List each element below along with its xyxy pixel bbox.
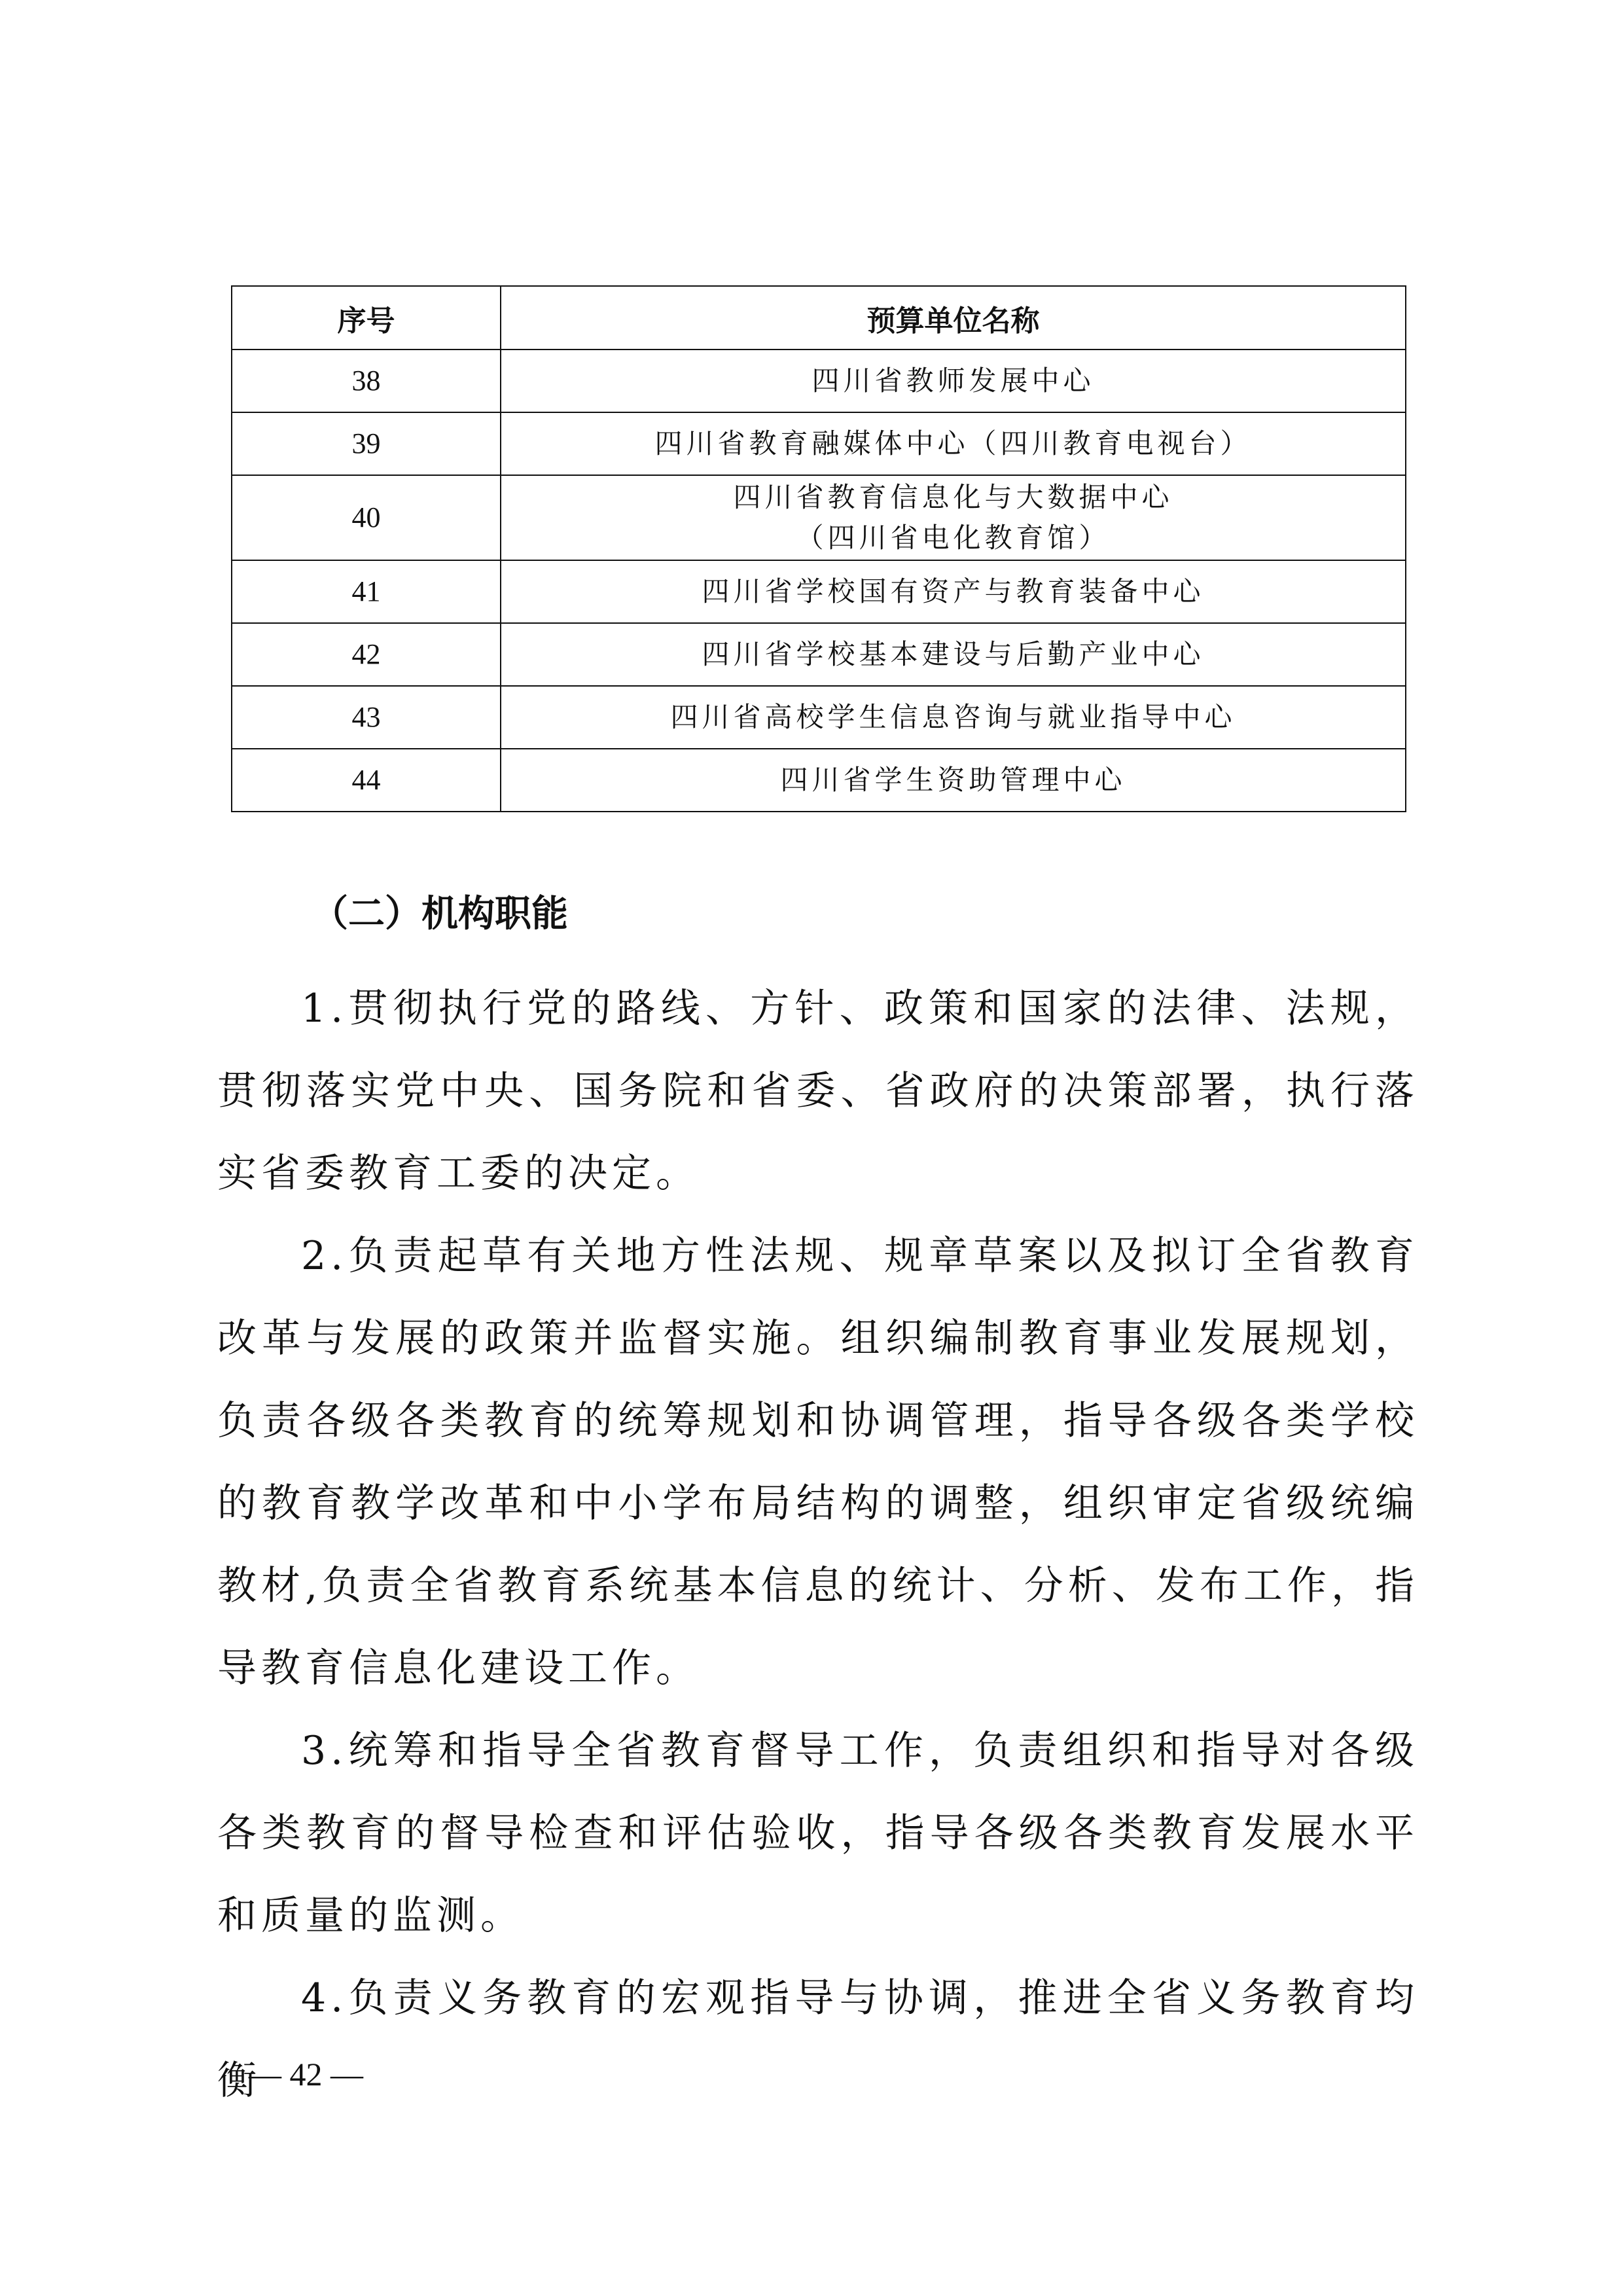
row-unit-name: 四川省高校学生信息咨询与就业指导中心 <box>501 686 1406 749</box>
row-number: 40 <box>232 475 501 560</box>
paragraph: 1.贯彻执行党的路线、方针、政策和国家的法律、法规，贯彻落实党中央、国务院和省委、省政府的决策部署，执行落实省委教育工委的决定。 <box>217 986 1419 1196</box>
paragraph: 2.负责起草有关地方性法规、规章草案以及拟订全省教育改革与发展的政策并监督实施。组织编制教育事业发展规划，负责各级各类教育的统筹规划和协调管理，指导各级各类学校的教育教学改革和中小学布局结构的调整，组织审定省级统编教材,负责全省教育系统基本信息的统计、分析、发布工作，指导教育信息化建设工作。 <box>217 1233 1419 1691</box>
header-serial-number: 序号 <box>232 286 501 350</box>
row-unit-name: 四川省学校基本建设与后勤产业中心 <box>501 623 1406 686</box>
paragraph: 4.负责义务教育的宏观指导与协调，推进全省义务教育均衡 <box>217 1975 1419 2104</box>
row-number: 39 <box>232 412 501 475</box>
row-number: 41 <box>232 560 501 623</box>
row-unit-name: 四川省教育融媒体中心（四川教育电视台） <box>501 412 1406 475</box>
row-unit-name: 四川省学校国有资产与教育装备中心 <box>501 560 1406 623</box>
row-unit-name: 四川省学生资助管理中心 <box>501 749 1406 812</box>
table-row <box>232 350 1406 412</box>
table-row <box>232 560 1406 623</box>
paragraph: 3.统筹和指导全省教育督导工作，负责组织和指导对各级各类教育的督导检查和评估验收，指导各级各类教育发展水平和质量的监测。 <box>217 1728 1419 1939</box>
table-row <box>232 412 1406 475</box>
table-header-row <box>232 286 1406 350</box>
row-number: 43 <box>232 686 501 749</box>
row-unit-name-line: （四川省电化教育馆） <box>796 522 1111 554</box>
row-number: 38 <box>232 350 501 412</box>
budget-unit-table <box>231 285 1406 812</box>
row-number: 42 <box>232 623 501 686</box>
table-row <box>232 475 1406 560</box>
table-row <box>232 623 1406 686</box>
page-number: — 42 — <box>249 2056 363 2092</box>
section-heading: （二）机构职能 <box>312 892 568 935</box>
header-unit-name: 预算单位名称 <box>501 286 1406 350</box>
row-number: 44 <box>232 749 501 812</box>
row-unit-name-line: 四川省教育信息化与大数据中心 <box>733 481 1173 513</box>
table-row <box>232 686 1406 749</box>
table-row <box>232 749 1406 812</box>
row-unit-name: 四川省教师发展中心 <box>501 350 1406 412</box>
body-text <box>217 967 1419 2122</box>
row-unit-name <box>501 475 1406 560</box>
